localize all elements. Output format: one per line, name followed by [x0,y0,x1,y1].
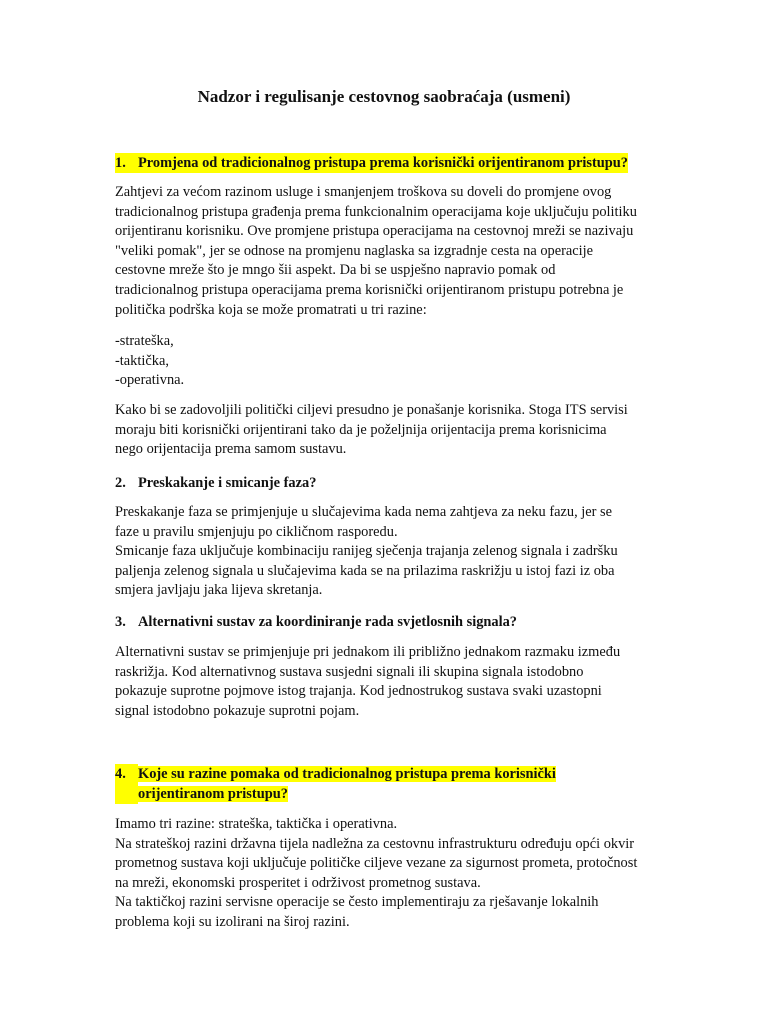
question-3-number: 3. [115,614,126,630]
text-line: Alternativni sustav se primjenjuje pri jednakom ili približno jednakom razmaku između [115,644,621,660]
text-line: raskrižja. Kod alternativnog sustava susjedni signali ili skupina signala istodobno [115,663,584,680]
question-1-text: Promjena od tradicionalnog pristupa prema korisnički orijentiranom pristupu? [138,155,628,171]
text-line: prometnog sustava koji uključuje političke ciljeve vezane za sigurnost prometa, protočnost [115,855,638,872]
list-item: -operativna. [115,372,185,389]
question-1-list [115,332,675,391]
question-2-number: 2. [115,475,126,491]
text-line: problema koji su izolirani na široj razini. [115,913,350,930]
question-3-text: Alternativni sustav za koordiniranje rada svjetlosnih signala? [138,614,517,630]
text-line: politička podrška koja se može promatrati u tri razine: [115,301,427,318]
question-4-number: 4. [115,764,138,804]
text-line: pokazuje suprotne pojmove istog trajanja. Kod jednostrukog sustava svaki uzastopni [115,683,602,700]
text-line: "veliki pomak", jer se odnose na promjenu naglaska sa izgradnje cesta na operacije [115,242,594,259]
text-line: tradicionalnog pristupa građenja prema funkcionalnim operacijama koje uključuju politiku [115,203,637,220]
text-line: Zahtjevi za većom razinom usluge i smanjenjem troškova su doveli do promjene ovog [115,184,612,200]
text-line: smjera javljaju jaka lijeva skretanja. [115,582,323,599]
question-1-paragraph-2 [115,401,675,460]
question-2-paragraph [115,503,675,601]
text-line: tradicionalnog pristupa operacijama prema korisnički orijentiranom pristupu potrebna je [115,281,624,298]
question-1-heading [115,153,628,173]
question-1-paragraph-1 [115,183,675,320]
text-line: faze u pravilu smjenjuju po cikličnom rasporedu. [115,523,398,540]
text-line: moraju biti korisnički orijentirani tako da je poželjnija orijentacija prema korisnicima [115,421,607,438]
text-line: na mreži, ekonomski prosperitet i održivost prometnog sustava. [115,874,481,891]
list-item: -strateška, [115,333,174,349]
page-title: Nadzor i regulisanje cestovnog saobraćaja (usmeni) [197,87,571,106]
text-line: orijentiranu korisniku. Ove promjene pristupa operacijama na cestovnoj mreži se nazivaju [115,223,634,240]
question-4-paragraph [115,815,675,933]
text-line: signal istodobno pokazuje suprotni pojam. [115,702,360,719]
text-line: Preskakanje faza se primjenjuje u slučajevima kada nema zahtjeva za neku fazu, jer se [115,504,613,520]
text-line: Smicanje faza uključuje kombinaciju ranijeg sječenja trajanja zelenog signala i zadršku [115,543,618,560]
text-line: Imamo tri razine: strateška, taktička i operativna. [115,816,398,832]
list-item: -taktička, [115,352,169,369]
question-4-text-line-2: orijentiranom pristupu? [138,786,288,802]
text-line: Kako bi se zadovoljili politički ciljevi presudno je ponašanje korisnika. Stoga ITS servisi [115,402,628,418]
text-line: paljenja zelenog signala u slučajevima kada se na prilazima raskrižju u istoj fazi iz oba [115,562,615,579]
text-line: cestovne mreže što je mngo šii aspekt. Da bi se uspješno napravio pomak od [115,262,556,279]
text-line: Na taktičkoj razini servisne operacije se često implementiraju za rješavanje lokalnih [115,894,599,911]
text-line: Na strateškoj razini državna tijela nadležna za cestovnu infrastrukturu određuju opći okvir [115,835,635,852]
question-2-text: Preskakanje i smicanje faza? [138,475,317,491]
question-4-heading [115,764,608,804]
question-2-heading [115,473,316,493]
question-3-paragraph [115,643,675,721]
question-4-text [138,764,608,804]
text-line: nego orijentacija prema samom sustavu. [115,441,347,458]
question-3-heading [115,612,517,632]
question-4-text-line-1: Koje su razine pomaka od tradicionalnog pristupa prema korisnički [138,766,556,782]
question-1-number: 1. [115,155,126,171]
